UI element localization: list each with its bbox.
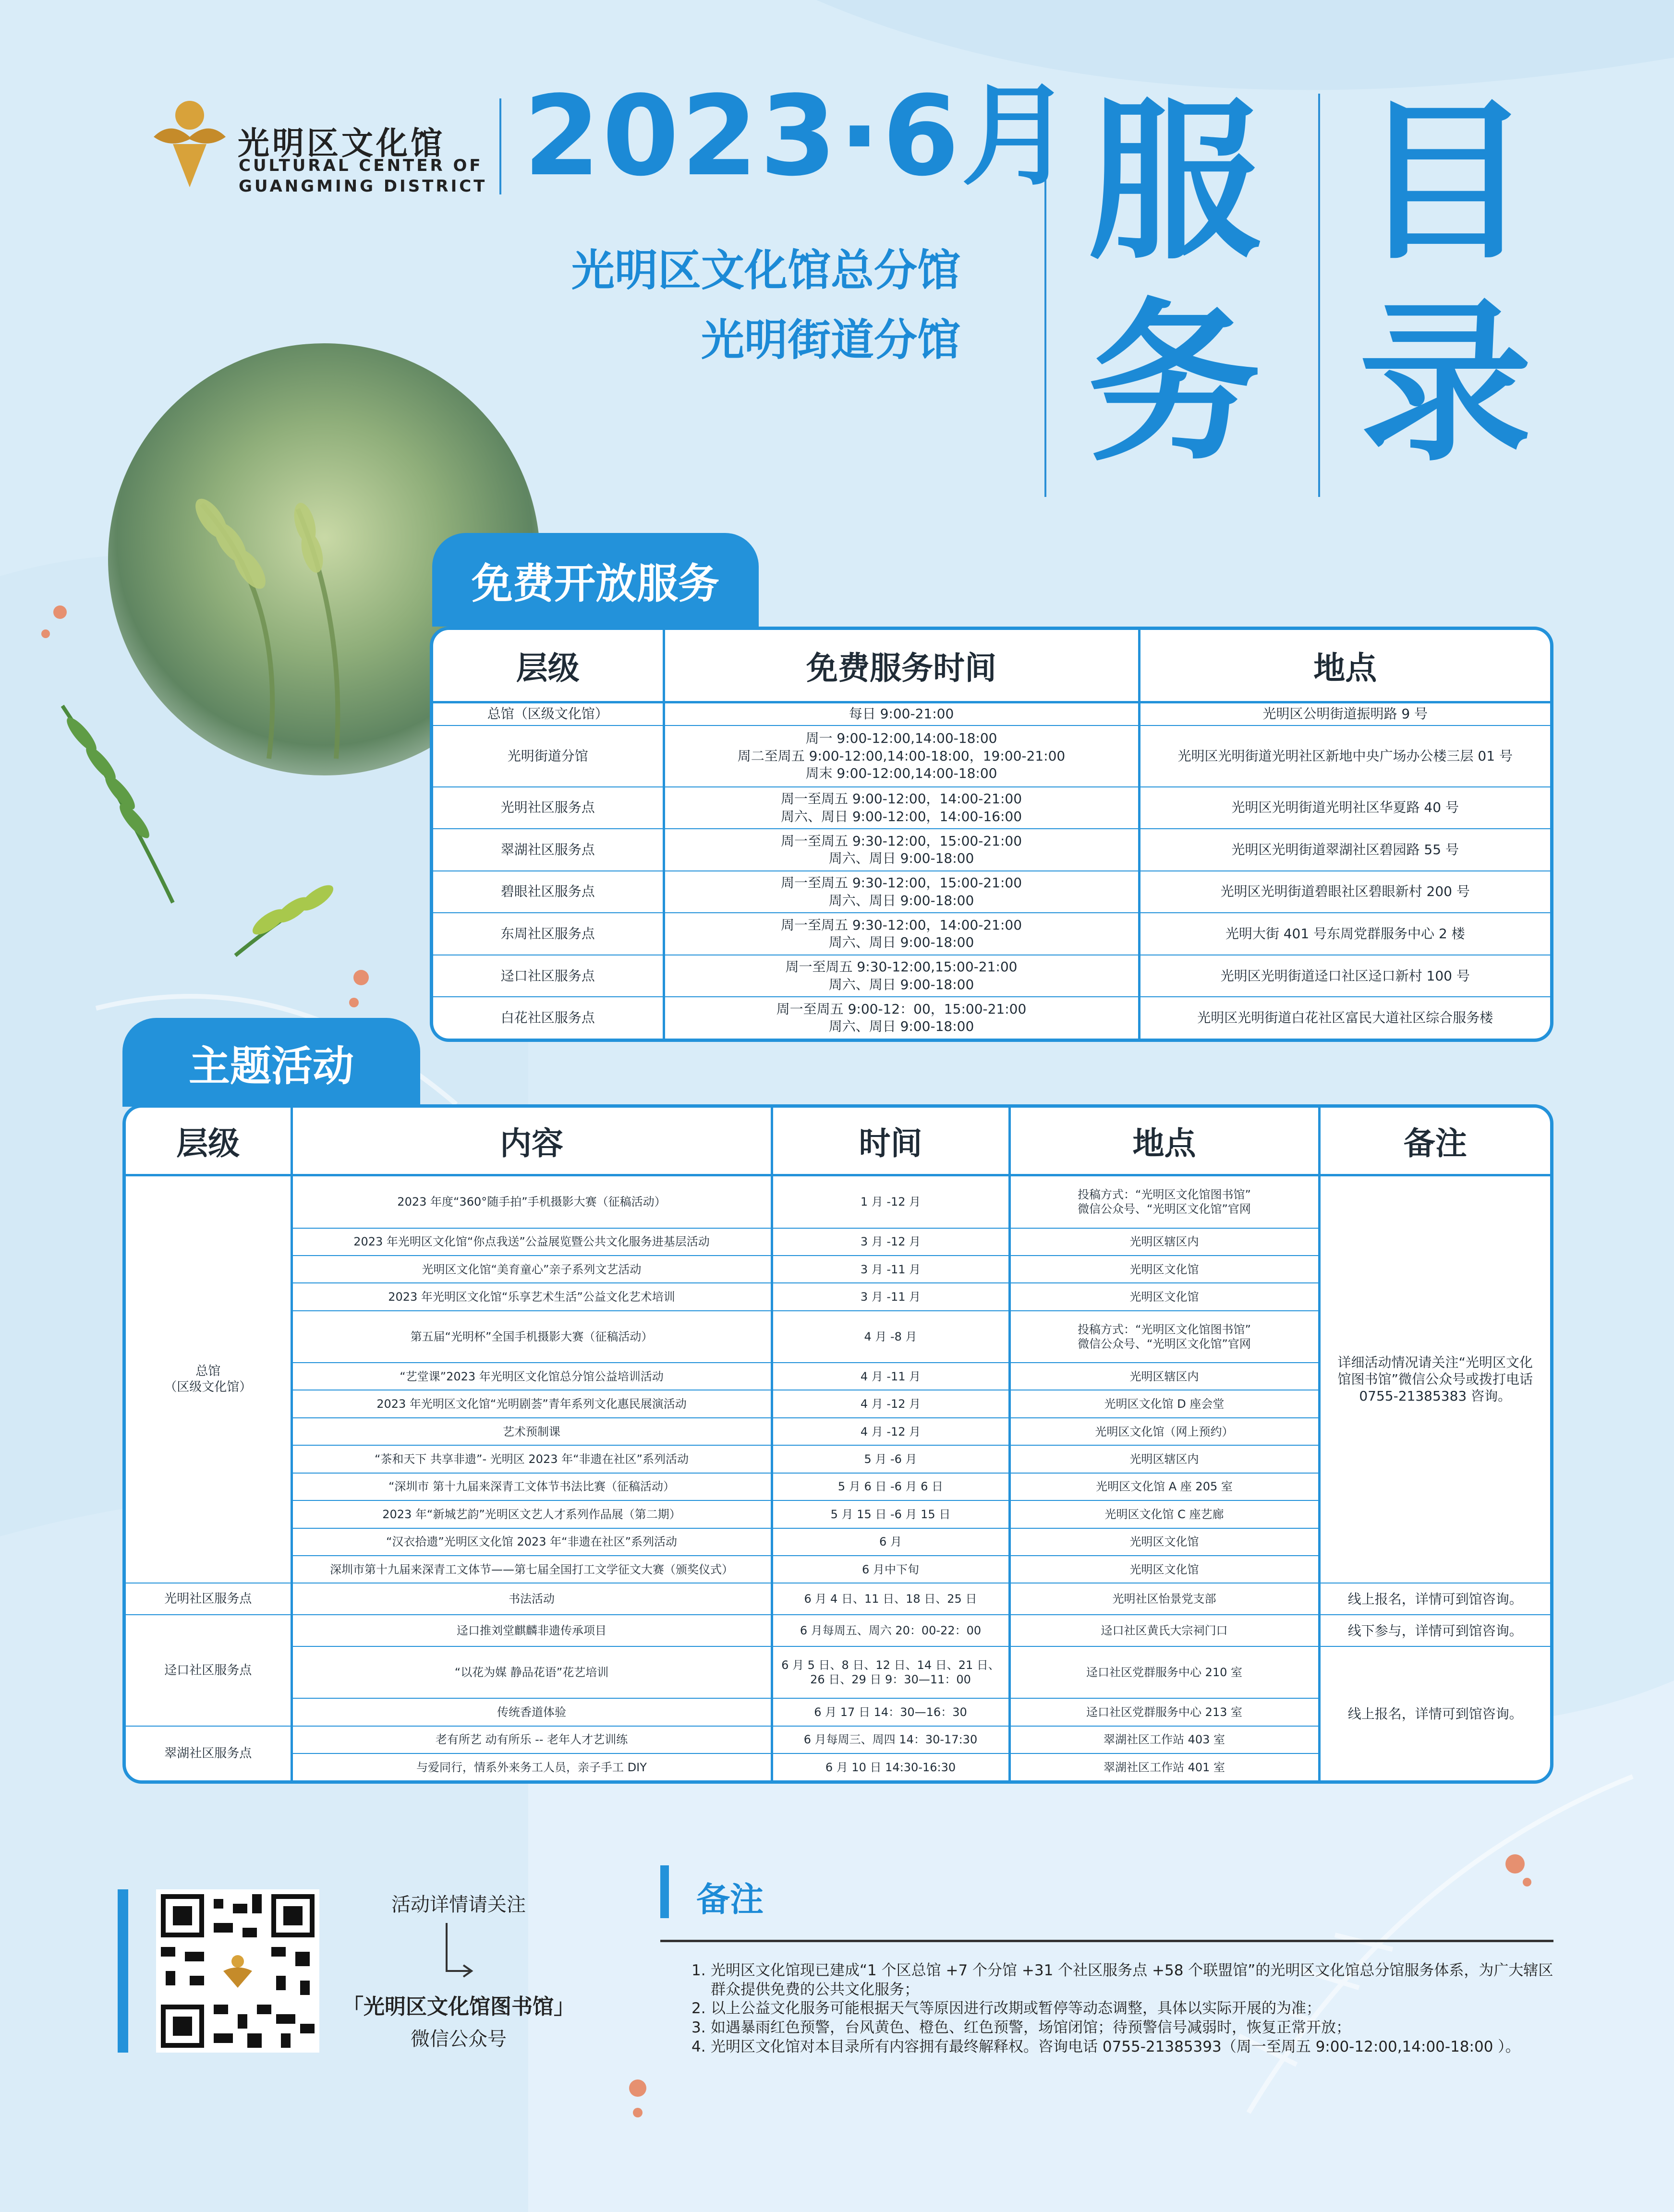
note-item: 3. 如遇暴雨红色预警，台风黄色、橙色、红色预警，场馆闭馆；待预警信号减弱时，恢复正常开放； <box>691 2019 1351 2037</box>
time-cell: 6 月 10 日 14:30-16:30 <box>772 1753 1009 1780</box>
remark-cell: 详细活动情况请关注“光明区文化馆图书馆”微信公众号或拨打电话 0755-21385383 咨询。 <box>1319 1175 1550 1583</box>
place-cell: 迳口社区党群服务中心 213 室 <box>1009 1698 1319 1726</box>
table-row <box>126 1175 1550 1228</box>
level-cell: 翠湖社区服务点 <box>433 829 664 871</box>
column-header: 时间 <box>772 1108 1009 1175</box>
table-row <box>126 1583 1550 1615</box>
place-cell: 光明区光明街道碧眼社区碧眼新村 200 号 <box>1139 871 1550 913</box>
time-cell: 6 月中下旬 <box>772 1556 1009 1583</box>
level-cell: 迳口社区服务点 <box>126 1615 291 1726</box>
notes-divider <box>660 1940 1553 1942</box>
time-cell: 6 月 4 日、11 日、18 日、25 日 <box>772 1583 1009 1615</box>
table-row <box>126 1615 1550 1646</box>
time-cell: 周一至周五 9:00-12：00，15:00-21:00 周六、周日 9:00-18:00 <box>664 997 1139 1039</box>
content-cell: 2023 年度“360°随手拍”手机摄影大赛（征稿活动） <box>291 1175 772 1228</box>
content-cell: 传统香道体验 <box>291 1698 772 1726</box>
level-cell: 光明社区服务点 <box>433 787 664 829</box>
time-cell: 1 月 -12 月 <box>772 1175 1009 1228</box>
place-cell: 光明区光明街道迳口社区迳口新村 100 号 <box>1139 955 1550 997</box>
table-row <box>433 829 1550 871</box>
qr-accent-bar <box>118 1889 128 2053</box>
place-cell: 光明区文化馆 <box>1009 1556 1319 1583</box>
place-cell: 光明区光明街道光明社区新地中央广场办公楼三层 01 号 <box>1139 725 1550 787</box>
time-cell: 周一至周五 9:30-12:00，14:00-21:00 周六、周日 9:00-18:00 <box>664 913 1139 955</box>
notes-list <box>691 1961 1556 2056</box>
logo-chinese-name: 光明区文化馆 <box>238 125 445 162</box>
time-cell: 4 月 -12 月 <box>772 1418 1009 1445</box>
column-header: 内容 <box>291 1108 772 1175</box>
remark-cell: 线上报名，详情可到馆咨询。 <box>1319 1646 1550 1780</box>
content-cell: 第五届“光明杯”全国手机摄影大赛（征稿活动） <box>291 1311 772 1363</box>
place-cell: 迳口社区党群服务中心 210 室 <box>1009 1646 1319 1698</box>
title-char: 务 <box>1088 283 1261 484</box>
time-cell: 3 月 -11 月 <box>772 1256 1009 1283</box>
place-cell: 光明社区怡景党支部 <box>1009 1583 1319 1615</box>
place-cell: 光明区文化馆 <box>1009 1256 1319 1283</box>
notes-accent-bar <box>660 1865 669 1918</box>
note-text: 如遇暴雨红色预警，台风黄色、橙色、红色预警，场馆闭馆；待预警信号减弱时，恢复正常开放； <box>711 2019 1351 2037</box>
place-cell: 翠湖社区工作站 401 室 <box>1009 1753 1319 1780</box>
level-cell: 光明社区服务点 <box>126 1583 291 1615</box>
content-cell: 与爱同行，情系外来务工人员，亲子手工 DIY <box>291 1753 772 1780</box>
follow-line-1: 活动详情请关注 <box>391 1894 526 1916</box>
time-cell: 6 月 5 日、8 日、12 日、14 日、21 日、 26 日、29 日 9：30—11：00 <box>772 1646 1009 1698</box>
divider <box>499 98 501 194</box>
place-cell: 光明区辖区内 <box>1009 1363 1319 1390</box>
qr-code-icon[interactable] <box>156 1889 319 2053</box>
date-title: 2023·6月 <box>523 73 1074 201</box>
remark-cell: 线下参与，详情可到馆咨询。 <box>1319 1615 1550 1646</box>
place-cell: 光明区文化馆 <box>1009 1528 1319 1556</box>
time-cell: 6 月 17 日 14：30—16：30 <box>772 1698 1009 1726</box>
time-cell: 周一至周五 9:30-12:00，15:00-21:00 周六、周日 9:00-18:00 <box>664 829 1139 871</box>
theme-activities-tab: 主题活动 <box>122 1018 420 1107</box>
time-cell: 3 月 -11 月 <box>772 1283 1009 1310</box>
theme-activities-table <box>126 1108 1550 1780</box>
place-cell: 光明区文化馆 A 座 205 室 <box>1009 1473 1319 1500</box>
time-cell: 6 月每周三、周四 14：30-17:30 <box>772 1726 1009 1753</box>
logo-english-line-2: GUANGMING DISTRICT <box>239 177 487 196</box>
subtitle-main-branch: 光明区文化馆总分馆 <box>571 245 960 296</box>
logo-mark-icon <box>144 91 235 197</box>
place-cell: 投稿方式：“光明区文化馆图书馆” 微信公众号、“光明区文化馆”官网 <box>1009 1175 1319 1228</box>
free-service-tab: 免费开放服务 <box>432 533 759 627</box>
level-cell: 东周社区服务点 <box>433 913 664 955</box>
level-cell: 白花社区服务点 <box>433 997 664 1039</box>
place-cell: 光明区光明街道光明社区华夏路 40 号 <box>1139 787 1550 829</box>
theme-activities-table-panel <box>122 1104 1553 1784</box>
column-header: 地点 <box>1009 1108 1319 1175</box>
note-item: 1. 光明区文化馆现已建成“1 个区总馆 +7 个分馆 +31 个社区服务点 +58 个联盟馆”的光明区文化馆总分馆服务体系，为广大辖区群众提供免费的公共文化服务； <box>691 1962 1553 1998</box>
content-cell: “以花为媒 静品花语”花艺培训 <box>291 1646 772 1698</box>
table-header-row <box>433 630 1550 702</box>
time-cell: 周一至周五 9:00-12:00，14:00-21:00 周六、周日 9:00-12:00，14:00-16:00 <box>664 787 1139 829</box>
place-cell: 光明大街 401 号东周党群服务中心 2 楼 <box>1139 913 1550 955</box>
content-cell: 2023 年光明区文化馆“乐享艺术生活”公益文化艺术培训 <box>291 1283 772 1310</box>
note-item: 4. 光明区文化馆对本目录所有内容拥有最终解释权。咨询电话 0755-21385393（周一至周五 9:00-12:00,14:00-18:00 ）。 <box>691 2038 1520 2055</box>
time-cell: 4 月 -12 月 <box>772 1390 1009 1417</box>
place-cell: 光明区辖区内 <box>1009 1445 1319 1473</box>
subtitle-street-branch: 光明街道分馆 <box>701 315 960 365</box>
notes-title: 备注 <box>696 1880 764 1919</box>
content-cell: “艺堂课”2023 年光明区文化馆总分馆公益培训活动 <box>291 1363 772 1390</box>
time-cell: 5 月 6 日 -6 月 6 日 <box>772 1473 1009 1500</box>
free-service-table <box>433 630 1550 1039</box>
table-row <box>433 787 1550 829</box>
level-cell: 碧眼社区服务点 <box>433 871 664 913</box>
place-cell: 光明区辖区内 <box>1009 1228 1319 1256</box>
follow-box <box>341 1889 576 2050</box>
column-header: 备注 <box>1319 1108 1550 1175</box>
content-cell: 2023 年光明区文化馆“光明剧荟”青年系列文化惠民展演活动 <box>291 1390 772 1417</box>
time-cell: 周一至周五 9:30-12:00,15:00-21:00 周六、周日 9:00-18:00 <box>664 955 1139 997</box>
time-cell: 每日 9:00-21:00 <box>664 702 1139 725</box>
table-header-row <box>126 1108 1550 1175</box>
title-char: 目 <box>1359 82 1532 283</box>
divider <box>1318 94 1320 497</box>
column-header: 地点 <box>1139 630 1550 702</box>
arrow-down-icon <box>437 1923 480 1981</box>
note-text: 光明区文化馆现已建成“1 个区总馆 +7 个分馆 +31 个社区服务点 +58 个联盟馆”的光明区文化馆总分馆服务体系，为广大辖区群众提供免费的公共文化服务； <box>711 1962 1553 1998</box>
content-cell: “茶和天下 共享非遗”- 光明区 2023 年“非遗在社区”系列活动 <box>291 1445 772 1473</box>
level-cell: 翠湖社区服务点 <box>126 1726 291 1780</box>
time-cell: 4 月 -8 月 <box>772 1311 1009 1363</box>
content-cell: 迳口推刘堂麒麟非遗传承项目 <box>291 1615 772 1646</box>
table-row <box>433 913 1550 955</box>
title-char: 录 <box>1359 283 1532 484</box>
content-cell: 2023 年“新城艺韵”光明区文艺人才系列作品展（第二期） <box>291 1500 772 1528</box>
table-row <box>433 702 1550 725</box>
note-item: 2. 以上公益文化服务可能根据天气等原因进行改期或暂停等动态调整，具体以实际开展的为准； <box>691 2000 1321 2018</box>
content-cell: 书法活动 <box>291 1583 772 1615</box>
title-char: 服 <box>1088 82 1261 283</box>
content-cell: 深圳市第十九届来深青工文体节——第七届全国打工文学征文大赛（颁奖仪式） <box>291 1556 772 1583</box>
follow-account-name[interactable]: 「光明区文化馆图书馆」 <box>342 1994 575 2019</box>
place-cell: 光明区文化馆 <box>1009 1283 1319 1310</box>
level-cell: 总馆（区级文化馆） <box>433 702 664 725</box>
table-row <box>433 725 1550 787</box>
column-header: 层级 <box>126 1108 291 1175</box>
content-cell: “汉衣拾遗”光明区文化馆 2023 年“非遗在社区”系列活动 <box>291 1528 772 1556</box>
place-cell: 翠湖社区工作站 403 室 <box>1009 1726 1319 1753</box>
content-cell: 光明区文化馆“美育童心”亲子系列文艺活动 <box>291 1256 772 1283</box>
place-cell: 光明区光明街道白花社区富民大道社区综合服务楼 <box>1139 997 1550 1039</box>
place-cell: 光明区光明街道翠湖社区碧园路 55 号 <box>1139 829 1550 871</box>
time-cell: 周一至周五 9:30-12:00，15:00-21:00 周六、周日 9:00-18:00 <box>664 871 1139 913</box>
place-cell: 迳口社区黄氏大宗祠门口 <box>1009 1615 1319 1646</box>
time-cell: 6 月每周五、周六 20：00-22：00 <box>772 1615 1009 1646</box>
note-text: 以上公益文化服务可能根据天气等原因进行改期或暂停等动态调整，具体以实际开展的为准； <box>711 2000 1321 2018</box>
column-header: 免费服务时间 <box>664 630 1139 702</box>
content-cell: 2023 年光明区文化馆“你点我送”公益展览暨公共文化服务进基层活动 <box>291 1228 772 1256</box>
place-cell: 光明区文化馆 D 座会堂 <box>1009 1390 1319 1417</box>
time-cell: 4 月 -11 月 <box>772 1363 1009 1390</box>
table-row <box>433 955 1550 997</box>
free-service-table-panel <box>430 627 1553 1042</box>
follow-line-3: 微信公众号 <box>411 2028 507 2050</box>
logo <box>144 91 509 202</box>
time-cell: 5 月 -6 月 <box>772 1445 1009 1473</box>
level-cell: 迳口社区服务点 <box>433 955 664 997</box>
time-cell: 6 月 <box>772 1528 1009 1556</box>
table-row <box>126 1646 1550 1698</box>
time-cell: 5 月 15 日 -6 月 15 日 <box>772 1500 1009 1528</box>
place-cell: 光明区文化馆 C 座艺廊 <box>1009 1500 1319 1528</box>
remark-cell: 线上报名，详情可到馆咨询。 <box>1319 1583 1550 1615</box>
qr-code-block <box>118 1882 339 2060</box>
column-header: 层级 <box>433 630 664 702</box>
place-cell: 投稿方式：“光明区文化馆图书馆” 微信公众号、“光明区文化馆”官网 <box>1009 1311 1319 1363</box>
level-cell: 光明街道分馆 <box>433 725 664 787</box>
content-cell: 艺术预制课 <box>291 1418 772 1445</box>
table-row <box>433 997 1550 1039</box>
time-cell: 3 月 -12 月 <box>772 1228 1009 1256</box>
logo-english-line-1: CULTURAL CENTER OF <box>239 156 483 175</box>
content-cell: “深圳市 第十九届来深青工文体节书法比赛（征稿活动） <box>291 1473 772 1500</box>
content-cell: 老有所艺 动有所乐 -- 老年人才艺训练 <box>291 1726 772 1753</box>
table-row <box>433 871 1550 913</box>
level-cell: 总馆 （区级文化馆） <box>126 1175 291 1583</box>
place-cell: 光明区公明街道振明路 9 号 <box>1139 702 1550 725</box>
time-cell: 周一 9:00-12:00,14:00-18:00 周二至周五 9:00-12:00,14:00-18:00，19:00-21:00 周末 9:00-12:00,14:00-18:00 <box>664 725 1139 787</box>
place-cell: 光明区文化馆（网上预约） <box>1009 1418 1319 1445</box>
note-text: 光明区文化馆对本目录所有内容拥有最终解释权。咨询电话 0755-21385393（周一至周五 9:00-12:00,14:00-18:00 ）。 <box>711 2038 1520 2055</box>
